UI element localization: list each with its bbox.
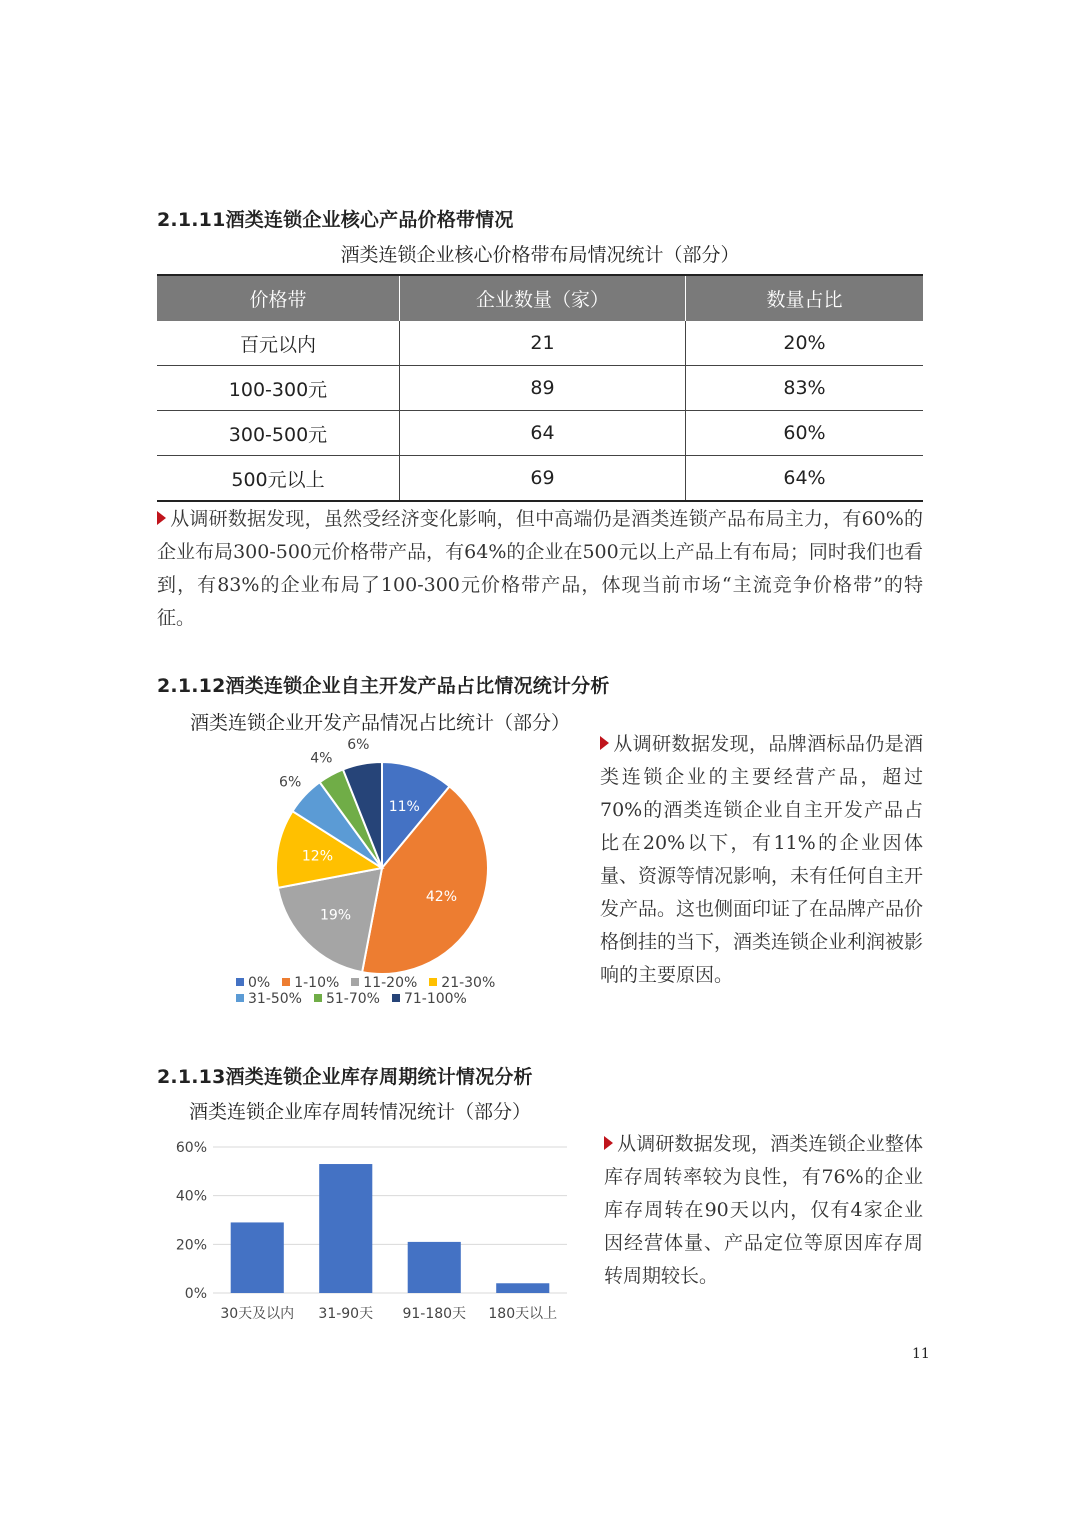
bar-91-180天 bbox=[408, 1242, 461, 1293]
analysis-paragraph-3 bbox=[604, 1128, 923, 1293]
bullet-triangle-icon bbox=[157, 511, 166, 525]
legend-label: 71-100% bbox=[403, 991, 467, 1007]
legend-swatch bbox=[314, 994, 322, 1002]
y-tick-label: 20% bbox=[175, 1237, 207, 1254]
legend-label: 31-50% bbox=[248, 991, 302, 1007]
pie-chart bbox=[230, 735, 530, 975]
table-cell: 100-300元 bbox=[157, 366, 400, 411]
legend-item bbox=[314, 991, 380, 1007]
analysis-paragraph-1 bbox=[157, 503, 923, 635]
x-tick-label: 180天以上 bbox=[488, 1306, 558, 1322]
section-heading-2-1-12: 2.1.12酒类连锁企业自主开发产品占比情况统计分析 bbox=[157, 675, 610, 697]
table-row bbox=[157, 456, 923, 502]
table-cell: 60% bbox=[686, 411, 924, 456]
legend-label: 11-20% bbox=[363, 975, 418, 991]
analysis-paragraph-2 bbox=[600, 728, 923, 992]
table-cell: 64% bbox=[686, 456, 924, 502]
table-cell: 21 bbox=[400, 321, 686, 366]
pie-chart-title: 酒类连锁企业开发产品情况占比统计（部分） bbox=[189, 712, 570, 734]
bar-chart-title: 酒类连锁企业库存周转情况统计（部分） bbox=[188, 1101, 531, 1123]
bar-180天以上 bbox=[496, 1283, 549, 1293]
legend-label: 51-70% bbox=[325, 991, 380, 1007]
legend-item bbox=[282, 975, 339, 991]
bar-chart bbox=[165, 1135, 575, 1330]
table-row bbox=[157, 366, 923, 411]
table-cell: 69 bbox=[400, 456, 686, 502]
bullet-triangle-icon bbox=[604, 1136, 613, 1150]
table-cell: 64 bbox=[400, 411, 686, 456]
paragraph-text: 从调研数据发现，虽然受经济变化影响，但中高端仍是酒类连锁产品布局主力，有60%的企业布局300-500元价格带产品，有64%的企业在500元以上产品上有布局；同时我们也看到，有83%的企业布局了100-300元价格带产品，体现当前市场“主流竞争价格带”的特征。 bbox=[157, 508, 923, 629]
legend-label: 1-10% bbox=[294, 975, 340, 991]
y-tick-label: 60% bbox=[175, 1140, 207, 1156]
pie-slice-label: 12% bbox=[301, 848, 334, 865]
pie-legend bbox=[236, 975, 566, 1007]
legend-label: 0% bbox=[248, 975, 271, 991]
y-tick-label: 40% bbox=[175, 1188, 207, 1205]
table-row bbox=[157, 411, 923, 456]
table-header-cell: 价格带 bbox=[157, 275, 400, 321]
table-cell: 89 bbox=[400, 366, 686, 411]
pie-slice-label: 6% bbox=[347, 737, 370, 754]
pie-slice-label: 6% bbox=[279, 774, 302, 791]
y-tick-label: 0% bbox=[184, 1286, 207, 1302]
page-number: 11 bbox=[912, 1346, 930, 1362]
legend-item bbox=[429, 975, 495, 991]
table-caption: 酒类连锁企业核心价格带布局情况统计（部分） bbox=[340, 244, 740, 266]
table-cell: 20% bbox=[686, 321, 924, 366]
paragraph-text: 从调研数据发现，酒类连锁企业整体库存周转率较为良性，有76%的企业库存周转在90天以内，仅有4家企业因经营体量、产品定位等原因库存周转周期较长。 bbox=[604, 1133, 923, 1287]
legend-swatch bbox=[282, 978, 290, 986]
table-row bbox=[157, 321, 923, 366]
x-tick-label: 31-90天 bbox=[318, 1306, 374, 1322]
bar-30天及以内 bbox=[231, 1222, 284, 1293]
table-cell: 300-500元 bbox=[157, 411, 400, 456]
section-heading-2-1-11: 2.1.11酒类连锁企业核心产品价格带情况 bbox=[157, 209, 514, 231]
legend-swatch bbox=[429, 978, 437, 986]
table-header-cell: 数量占比 bbox=[686, 275, 924, 321]
table-cell: 83% bbox=[686, 366, 924, 411]
table-header-cell: 企业数量（家） bbox=[400, 275, 686, 321]
legend-swatch bbox=[236, 994, 244, 1002]
legend-label: 21-30% bbox=[441, 975, 496, 991]
pie-slice-label: 4% bbox=[310, 750, 333, 767]
paragraph-text: 从调研数据发现，品牌酒标品仍是酒类连锁企业的主要经营产品，超过70%的酒类连锁企业自主开发产品占比在20%以下，有11%的企业因体量、资源等情况影响，未有任何自主开发产品。这也侧面印证了在品牌产品价格倒挂的当下，酒类连锁企业利润被影响的主要原因。 bbox=[600, 733, 924, 986]
table-cell: 百元以内 bbox=[157, 321, 400, 366]
table-cell: 500元以上 bbox=[157, 456, 400, 502]
pie-slice-label: 19% bbox=[319, 907, 352, 924]
legend-swatch bbox=[392, 994, 400, 1002]
legend-swatch bbox=[236, 978, 244, 986]
legend-item bbox=[392, 991, 467, 1007]
section-heading-2-1-13: 2.1.13酒类连锁企业库存周期统计情况分析 bbox=[157, 1066, 533, 1088]
bullet-triangle-icon bbox=[600, 736, 609, 750]
legend-item bbox=[236, 991, 302, 1007]
bar-31-90天 bbox=[319, 1164, 372, 1293]
pie-slice-label: 42% bbox=[425, 888, 458, 905]
x-tick-label: 91-180天 bbox=[402, 1306, 467, 1322]
legend-swatch bbox=[351, 978, 359, 986]
legend-item bbox=[351, 975, 417, 991]
price-band-table bbox=[157, 274, 923, 502]
legend-item bbox=[236, 975, 270, 991]
x-tick-label: 30天及以内 bbox=[220, 1306, 295, 1322]
pie-slice-label: 11% bbox=[388, 799, 420, 816]
